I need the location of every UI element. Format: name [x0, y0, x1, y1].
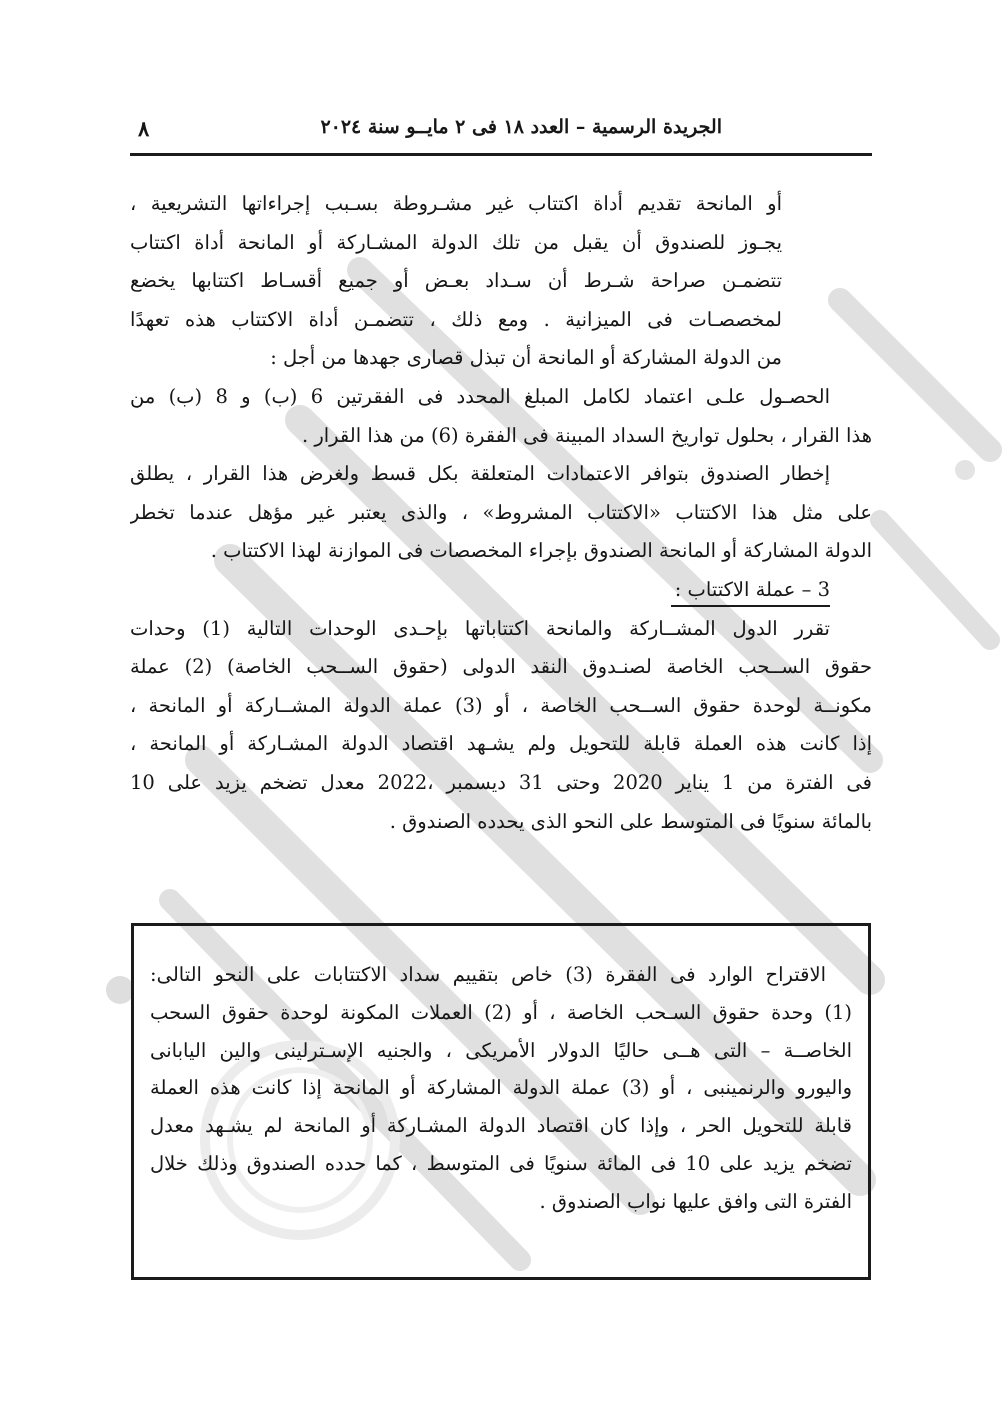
text-line: تقرر الدول المشــاركة والمانحة اكتتاباتها بإحـدى الوحدات التالية (1) وحدات — [130, 616, 830, 640]
text-line: الفترة التى وافق عليها نواب الصندوق . — [539, 1189, 852, 1213]
boxed-note — [131, 923, 871, 1280]
text-line: من الدولة المشاركة أو المانحة أن تبذل قصارى جهدها من أجل : — [270, 346, 782, 370]
page-number: ٨ — [138, 116, 150, 141]
text-line: تتضمـن صراحة شـرط أن سـداد بعـض أو جميع أقسـاط اكتتابها يخضع — [130, 269, 782, 293]
text-line: لمخصصـات فى الميزانية . ومع ذلك ، تتضمـن أداة الاكتتاب هذه تعهدًا — [130, 307, 782, 331]
text-line: إخطار الصندوق بتوافر الاعتمادات المتعلقة بكل قسط ولغرض هذا القرار ، يطلق — [130, 462, 830, 486]
document-body — [130, 185, 872, 841]
text-line: حقوق الســحب الخاصة لصنـدوق النقد الدولى (حقوق الســحب الخاصة) (2) عملة — [130, 655, 872, 679]
text-line: الدولة المشاركة أو المانحة الصندوق بإجراء المخصصات فى الموازنة لهذا الاكتتاب . — [210, 539, 872, 563]
header-rule — [130, 153, 872, 156]
text-line: قابلة للتحويل الحر ، وإذا كان اقتصاد الدولة المشـاركة أو المانحة لم يشـهد معدل — [150, 1114, 852, 1138]
text-line: أو المانحة تقديم أداة اكتتاب غير مشـروطة بسـبب إجراءاتها التشريعية ، — [130, 192, 782, 215]
text-line: مكونــة لوحدة حقوق الســحب الخاصة ، أو (3) عملة الدولة المشــاركة أو المانحة ، — [130, 693, 872, 717]
page-header — [130, 112, 872, 156]
text-line: تضخم يزيد على 10 فى المائة سنويًا فى المتوسط ، كما حدده الصندوق وذلك خلال — [150, 1151, 852, 1175]
text-line: فى الفترة من 1 يناير 2020 وحتى 31 ديسمبر ،2022 معدل تضخم يزيد على 10 — [130, 770, 872, 794]
section-heading-text: 3 – عملة الاكتتاب : — [671, 575, 830, 607]
boxed-note-text — [150, 956, 852, 1221]
text-line: الخاصــة – التى هــى حاليًا الدولار الأمريكى ، والجنيه الإسـترلينى والين اليابانى — [150, 1038, 852, 1062]
text-line: واليورو والرنمينبى ، أو (3) عملة الدولة المشاركة أو المانحة إذا كانت هذه العملة — [150, 1076, 852, 1100]
text-line: إذا كانت هذه العملة قابلة للتحويل ولم يشـهد اقتصاد الدولة المشـاركة أو المانحة ، — [130, 732, 872, 756]
text-line: يجـوز للصندوق أن يقبل من تلك الدولة المشـاركة أو المانحة أداة اكتتاب — [130, 230, 782, 254]
gazette-title: الجريدة الرسمية – العدد ١٨ فى ٢ مايــو سنة ٢٠٢٤ — [320, 116, 722, 138]
section-heading — [130, 571, 830, 610]
text-line: على مثل هذا الاكتتاب «الاكتتاب المشروط» ، والذى يعتبر غير مؤهل عندما تخطر — [130, 500, 872, 524]
text-line: (1) وحدة حقوق السـحب الخاصة ، أو (2) العملات المكونة لوحدة حقوق السحب — [150, 1000, 852, 1024]
text-line: الاقتراح الوارد فى الفقرة (3) خاص بتقييم سداد الاكتتابات على النحو التالى: — [150, 963, 826, 986]
text-line: الحصـول علـى اعتماد لكامل المبلغ المحدد فى الفقرتين 6 (ب) و 8 (ب) من — [130, 384, 830, 408]
text-line: هذا القرار ، بحلول تواريخ السداد المبينة فى الفقرة (6) من هذا القرار . — [301, 423, 872, 447]
text-line: بالمائة سنويًا فى المتوسط على النحو الذى يحدده الصندوق . — [389, 809, 872, 833]
